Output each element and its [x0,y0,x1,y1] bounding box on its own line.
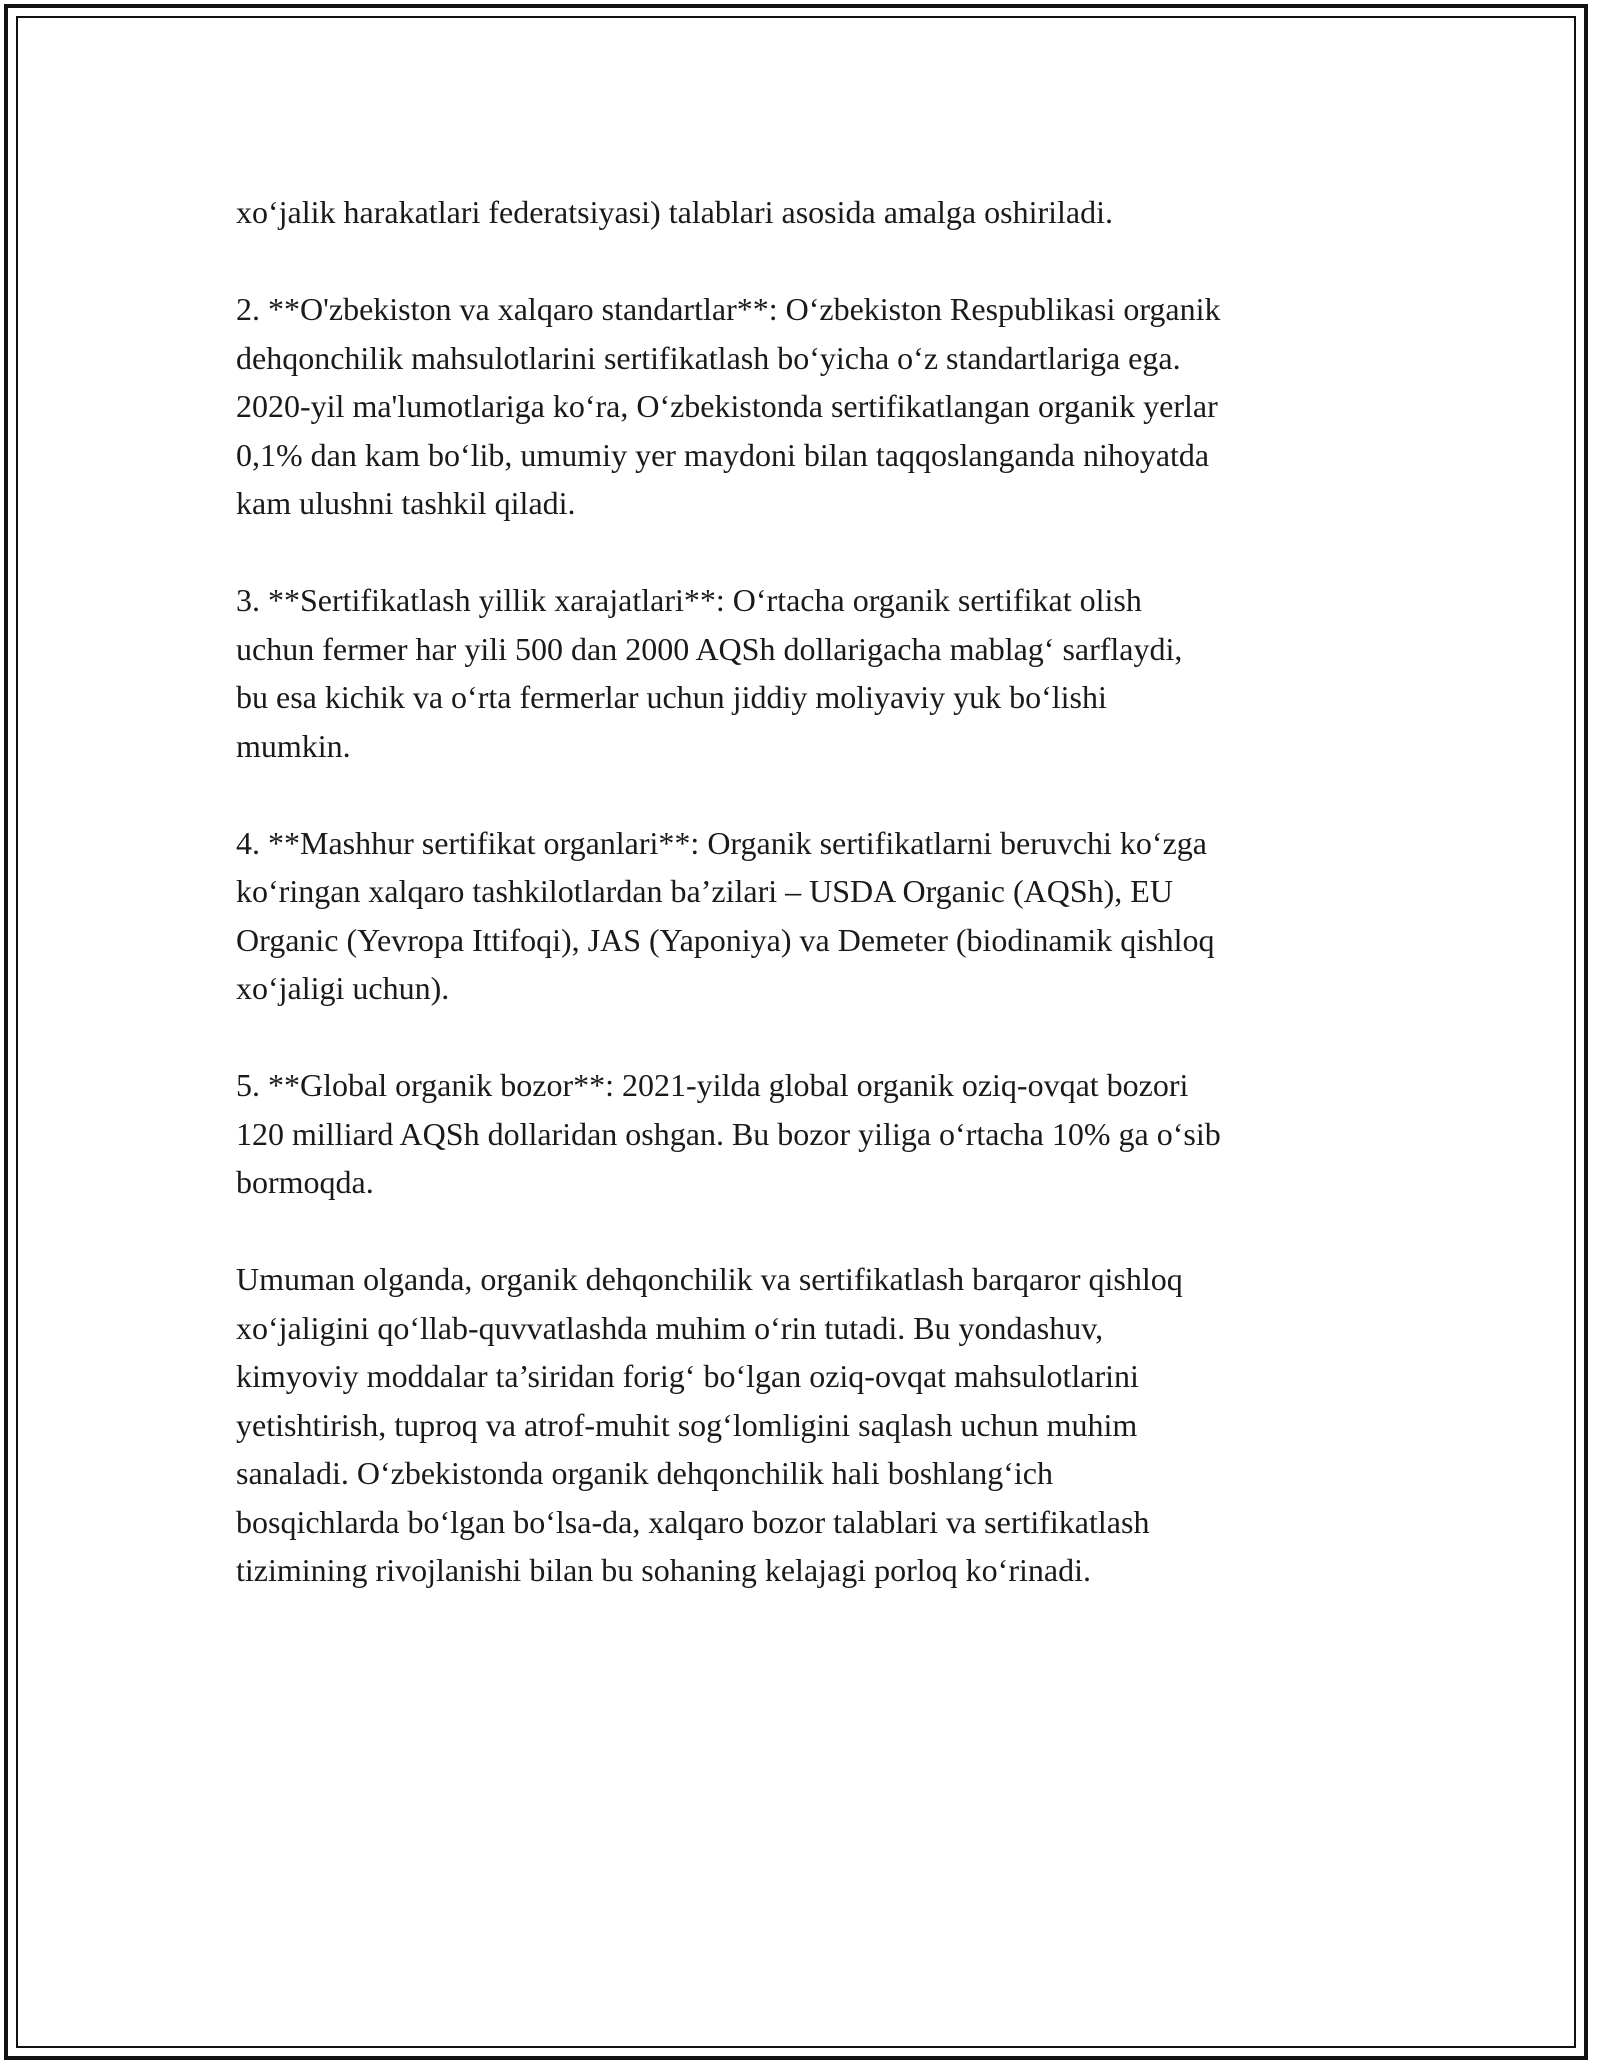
paragraph-global-market: 5. **Global organik bozor**: 2021-yilda global organik oziq-ovqat bozori 120 milliard AQSh dollaridan oshgan. Bu bozor yiliga o‘rtacha 10% ga o‘sib bormoqda. [236,1067,1221,1200]
paragraph-continuation: xo‘jalik harakatlari federatsiyasi) talablari asosida amalga oshiriladi. [236,194,1113,230]
document-body [236,188,1386,1643]
paragraph-conclusion: Umuman olganda, organik dehqonchilik va sertifikatlash barqaror qishloq xo‘jaligini qo‘llab-quvvatlashda muhim o‘rin tutadi. Bu yondashuv, kimyoviy moddalar ta’siridan forig‘ bo‘lgan oziq-ovqat mahsulotlarini yetishtirish, tuproq va atrof-muhit sog‘lomligini saqlash uchun muhim sanaladi. O‘zbekistonda organik dehqonchilik hali boshlang‘ich bosqichlarda bo‘lgan bo‘lsa-da, xalqaro bozor talablari va sertifikatlash tizimining rivojlanishi bilan bu sohaning kelajagi porloq ko‘rinadi. [236,1261,1183,1588]
paragraph-certification-costs: 3. **Sertifikatlash yillik xarajatlari**: O‘rtacha organik sertifikat olish uchun fermer har yili 500 dan 2000 AQSh dollarigacha mablag‘ sarflaydi, bu esa kichik va o‘rta fermerlar uchun jiddiy moliyaviy yuk bo‘lishi mumkin. [236,582,1183,764]
paragraph-uzbek-standards: 2. **O'zbekiston va xalqaro standartlar**: O‘zbekiston Respublikasi organik dehqonchilik mahsulotlarini sertifikatlash bo‘yicha o‘z standartlariga ega. 2020-yil ma'lumotlariga ko‘ra, O‘zbekistonda sertifikatlangan organik yerlar 0,1% dan kam bo‘lib, umumiy yer maydoni bilan taqqoslanganda nihoyatda kam ulushni tashkil qiladi. [236,291,1221,521]
paragraph-certification-bodies: 4. **Mashhur sertifikat organlari**: Organik sertifikatlarni beruvchi ko‘zga ko‘ringan xalqaro tashkilotlardan ba’zilari – USDA Organic (AQSh), EU Organic (Yevropa Ittifoqi), JAS (Yaponiya) va Demeter (biodinamik qishloq xo‘jaligi uchun). [236,824,1215,1006]
